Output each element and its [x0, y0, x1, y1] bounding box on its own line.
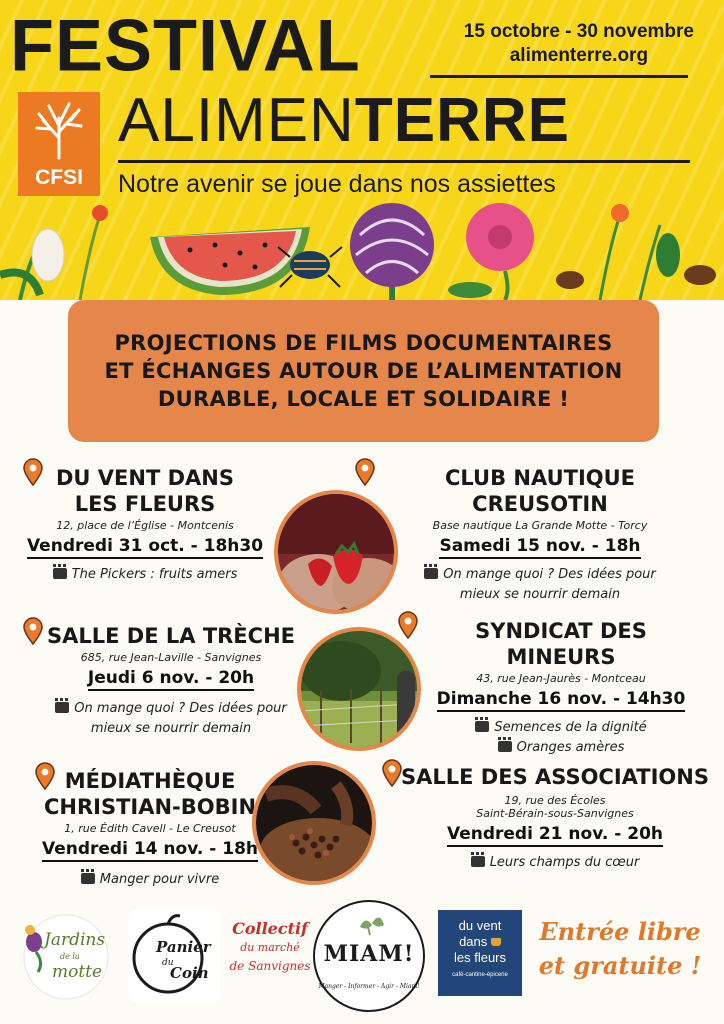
venue-name: SYNDICAT DES MINEURS — [475, 619, 647, 669]
venue-address: 19, rue des Écoles — [504, 794, 606, 807]
venue-salle-des-associations — [400, 764, 710, 873]
venue-name-line2: CHRISTIAN-BOBIN — [43, 795, 257, 819]
venue-name: SALLE DE LA TRÈCHE — [46, 624, 295, 648]
clapperboard-icon — [55, 702, 69, 713]
film-title — [375, 565, 705, 605]
festival-title: FESTIVAL — [10, 5, 361, 87]
logo-panier-text-2: du — [162, 958, 174, 968]
venue-address-line2: Saint-Bérain-sous-Sanvignes — [476, 807, 634, 820]
cabbage-icon — [350, 203, 434, 300]
wordmark-thin: ALIMEN — [118, 86, 355, 155]
food-illustration — [0, 195, 724, 300]
logo-vent-text-3: les fleurs — [453, 950, 507, 965]
logo-miam-ring-text: Manger - Informer - Agir - Miam! — [318, 983, 420, 990]
location-pin-icon — [354, 458, 376, 486]
wordmark-bold: TERRE — [354, 86, 570, 155]
film-title-text: Semences de la dignité — [494, 720, 647, 735]
logo-jardins-text-2: de la — [60, 952, 80, 961]
venue-address: 685, rue Jean-Laville - Sanvignes — [80, 651, 262, 664]
cfsi-label: CFSI — [35, 166, 83, 189]
free-entry-notice — [530, 915, 710, 983]
banner-line-3: DURABLE, LOCALE ET SOLIDAIRE ! — [157, 387, 570, 411]
event-banner — [68, 300, 659, 442]
logo-vent-text: du vent — [458, 918, 502, 933]
logo-jardins-text-3: motte — [52, 962, 103, 982]
logo-miam-text: MIAM! — [323, 941, 415, 967]
venue-date: Jeudi 6 nov. - 20h — [88, 668, 254, 691]
venue-name: CLUB NAUTIQUE CREUSOTIN — [444, 466, 636, 516]
festival-header — [0, 0, 724, 300]
website-link[interactable]: alimenterre.org — [509, 45, 649, 66]
banner-line-2: ET ÉCHANGES AUTOUR DE L’ALIMENTATION — [104, 359, 623, 383]
seeds-in-hands-photo — [252, 761, 376, 885]
clapperboard-icon — [53, 568, 67, 579]
clapperboard-icon — [81, 873, 95, 884]
plant-icon — [556, 204, 716, 300]
alimenterre-wordmark — [118, 86, 570, 155]
cfsi-logo — [18, 92, 100, 196]
film-title — [400, 853, 710, 873]
clapperboard-icon — [471, 856, 485, 867]
venue-address: 12, place de l’Église - Montcenis — [56, 519, 234, 532]
pink-flower-icon — [448, 203, 534, 300]
venue-du-vent-dans-les-fleurs — [20, 465, 270, 585]
logo-jardins-text: Jardins — [44, 930, 106, 950]
field-photo — [297, 627, 421, 751]
film-title — [418, 718, 704, 738]
venue-name: SALLE DES ASSOCIATIONS — [401, 765, 709, 789]
miam-logo — [310, 897, 428, 1015]
venue-date: Vendredi 31 oct. - 18h30 — [27, 536, 263, 559]
location-pin-icon — [397, 611, 419, 639]
venue-date: Dimanche 16 nov. - 14h30 — [437, 689, 686, 712]
film-title-text-line2: mieux se nourrir demain — [90, 721, 252, 736]
tagline: Notre avenir se joue dans nos assiettes — [118, 170, 556, 198]
venue-address: Base nautique La Grande Motte - Torcy — [432, 519, 648, 532]
film-title-text: Leurs champs du cœur — [489, 855, 640, 870]
film-title — [40, 699, 302, 739]
logo-panier-text: Panier — [156, 938, 211, 956]
venue-address: 43, rue Jean-Jaurès - Montceau — [476, 672, 646, 685]
date-range: 15 octobre - 30 novembre — [463, 21, 694, 42]
watermelon-icon — [150, 227, 310, 295]
jardins-de-la-motte-logo — [16, 912, 116, 1002]
logo-vent-text-2-word: dans — [459, 934, 488, 949]
flower-pot-icon — [491, 938, 501, 946]
film-title-2 — [418, 738, 704, 758]
festival-dates — [464, 20, 694, 68]
venue-address: 1, rue Édith Cavell - Le Creusot — [64, 822, 236, 835]
film-title-text: The Pickers : fruits amers — [71, 567, 238, 582]
film-title — [30, 870, 270, 890]
venue-name: MÉDIATHÈQUE — [64, 769, 236, 793]
venue-date: Samedi 15 nov. - 18h — [439, 536, 640, 559]
logo-collectif-text-2: du marché — [240, 941, 300, 954]
film-title-text: On mange quoi ? Des idées pour — [74, 701, 287, 716]
logo-panier-text-3: Coin — [170, 964, 209, 982]
logo-collectif-text-3: de Sanvignes — [229, 959, 311, 973]
logo-collectif-text: Collectif — [232, 919, 308, 938]
venue-date: Vendredi 21 nov. - 20h — [447, 824, 663, 847]
free-entry-line-2: et gratuite ! — [538, 951, 702, 980]
film-title-text: Oranges amères — [516, 740, 625, 755]
venue-salle-de-la-treche — [40, 623, 302, 739]
film-title-text: On mange quoi ? Des idées pour — [443, 567, 656, 582]
tree-icon — [29, 98, 89, 160]
free-entry-line-1: Entrée libre — [539, 917, 701, 946]
venue-name-line2: LES FLEURS — [74, 492, 216, 516]
venue-mediatheque-christian-bobin — [30, 768, 270, 890]
venue-syndicat-des-mineurs — [418, 618, 704, 758]
logo-vent-subtitle: café-cantine-épicerie — [452, 972, 508, 978]
panier-du-coin-logo — [128, 910, 220, 1002]
film-title-text: Manger pour vivre — [99, 872, 220, 887]
film-title — [20, 565, 270, 585]
venue-club-nautique-creusotin — [375, 465, 705, 605]
clapperboard-icon — [475, 721, 489, 732]
strawberries-photo — [274, 490, 398, 614]
venue-name: DU VENT DANS — [56, 466, 234, 490]
logo-vent-text-2 — [438, 934, 522, 950]
film-title-text-line2: mieux se nourrir demain — [459, 587, 621, 602]
header-rule-top — [430, 75, 688, 78]
banner-line-1: PROJECTIONS DE FILMS DOCUMENTAIRES — [114, 331, 613, 355]
flower-icon — [0, 205, 108, 300]
clapperboard-icon — [424, 568, 438, 579]
clapperboard-icon — [498, 741, 512, 752]
collectif-du-marche-logo — [226, 918, 314, 994]
header-rule-bottom — [118, 160, 690, 163]
venue-date: Vendredi 14 nov. - 18h — [42, 839, 258, 862]
du-vent-dans-les-fleurs-logo — [438, 910, 522, 996]
